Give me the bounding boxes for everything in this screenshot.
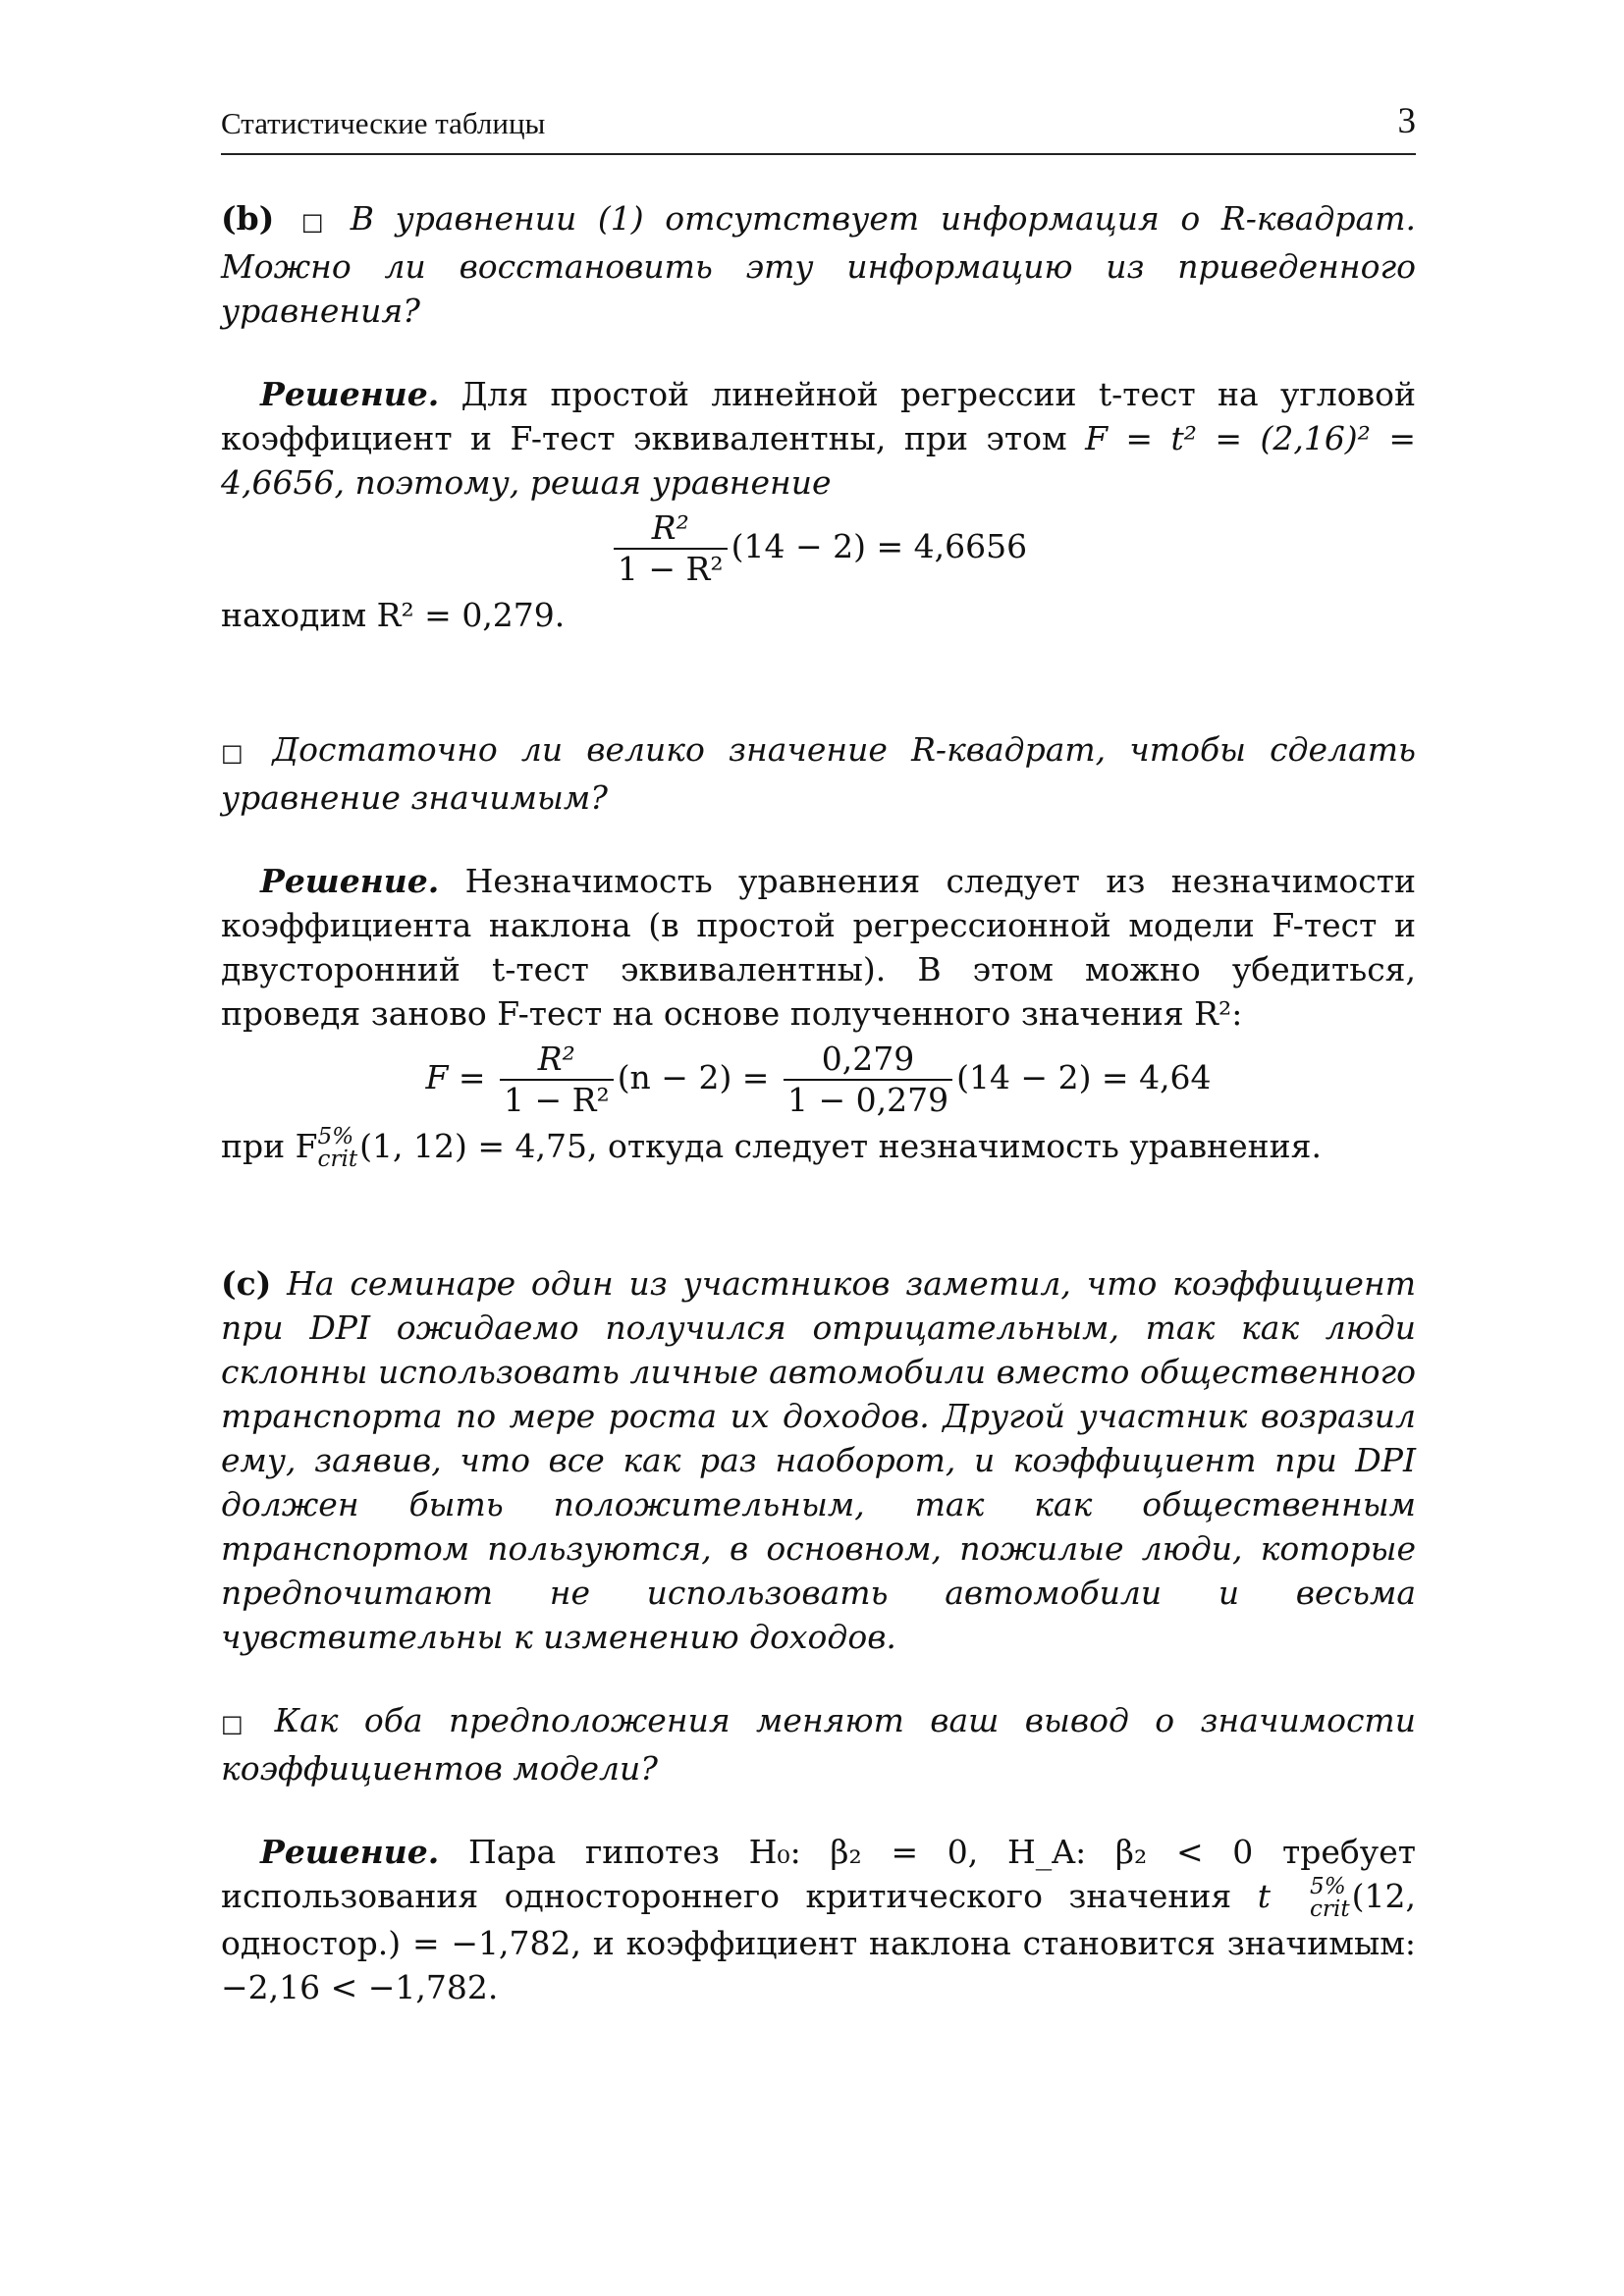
question-c2-text: Как оба предположения меняют ваш вывод о значимости коэффициентов модели? [221, 1701, 1416, 1789]
solution-b2-text: Незначимость уравнения следует из незначимости коэффициента наклона (в простой регрессионной модели F-тест и двусторонний t-тест эквивалентны). В этом можно убедиться, проведя заново F-тест на основе полученного значения R²: [221, 862, 1417, 1033]
result-r2: находим R² = 0,279. [221, 596, 566, 634]
solution-c-text: Пара гипотез H₀: β₂ = 0, H_A: β₂ < 0 требует использования одностороннего критического значения [221, 1833, 1416, 1916]
fraction-r2-general [500, 1040, 614, 1120]
page-content [221, 196, 1416, 2009]
question-c2 [221, 1698, 1416, 1790]
question-label-c: (c) [221, 1264, 272, 1304]
question-b-text: В уравнении (1) отсутствует информация о R-квадрат. Можно ли восстановить эту информацию из приведенного уравнения? [221, 199, 1416, 330]
solution-b-text: Для простой линейной регрессии t-тест на угловой коэффициент и F-тест эквивалентны, при этом [221, 375, 1416, 457]
question-label-b: (b) [221, 199, 275, 238]
crit-sup: 5% [317, 1123, 354, 1149]
question-b2-text: Достаточно ли велико значение R-квадрат, чтобы сделать уравнение значимым? [221, 730, 1416, 817]
equation-rest: (14 − 2) = 4,64 [956, 1058, 1212, 1096]
critical-value-f [221, 1124, 1416, 1171]
solution-label: Решение. [260, 375, 440, 413]
equation-f-test [221, 1040, 1416, 1120]
solution-label: Решение. [260, 862, 440, 900]
fraction-r2-value [784, 1040, 952, 1120]
question-c [221, 1261, 1416, 1659]
checkbox-icon: □ [221, 739, 257, 767]
fraction-r2 [614, 508, 728, 589]
crit-superscript-subscript [317, 1123, 358, 1172]
crit-rest: (12, одностор.) = −1,782, и коэффициент наклона становится значимым: −2,16 < −1,782. [221, 1877, 1416, 2007]
equation-mid: (n − 2) = [617, 1058, 770, 1096]
crit-sup: 5% [1310, 1874, 1346, 1899]
fraction-denominator: 1 − R² [500, 1079, 614, 1120]
crit-sub: crit [1310, 1896, 1350, 1923]
checkbox-icon: □ [221, 1710, 259, 1738]
question-b2 [221, 727, 1416, 820]
fraction-numerator: R² [651, 508, 689, 547]
fraction-denominator: 1 − 0,279 [784, 1079, 952, 1120]
solution-label: Решение. [260, 1833, 440, 1872]
page-number: 3 [1397, 101, 1416, 141]
solution-b2 [221, 859, 1416, 1036]
equation-lhs: F = [425, 1058, 486, 1096]
page-header [221, 98, 1416, 155]
fraction-numerator: R² [537, 1040, 575, 1078]
crit-superscript-subscript [1271, 1876, 1350, 1921]
fraction-numerator: 0,279 [821, 1040, 915, 1078]
crit-rest: (1, 12) = 4,75, откуда следует незначимость уравнения. [359, 1127, 1322, 1165]
solution-b [221, 372, 1416, 505]
crit-prefix: t [1257, 1877, 1271, 1916]
question-b [221, 196, 1416, 333]
fraction-denominator: 1 − R² [614, 548, 728, 589]
equation-rest: (14 − 2) = 4,6656 [731, 527, 1028, 565]
running-title: Статистические таблицы [221, 106, 546, 140]
crit-sub: crit [317, 1147, 358, 1172]
crit-prefix: при F [221, 1127, 318, 1165]
question-c-text: На семинаре один из участников заметил, что коэффициент при DPI ожидаемо получился отрицательным, так как люди склонны использовать личные автомобили вместо общественного транспорта по мере роста их доходов. Другой участник возразил ему, заявив, что все как раз наоборот, и коэффициент при DPI должен быть положительным, так как общественным транспортом пользуются, в основном, пожилые люди, которые предпочитают не использовать автомобили и весьма чувствительны к изменению доходов. [221, 1264, 1416, 1657]
equation-r2 [221, 508, 1416, 589]
checkbox-icon: □ [300, 208, 335, 236]
solution-b-eq: F = t² = (2,16)² = 4,6656, поэтому, решая уравнение [221, 419, 1416, 502]
solution-c [221, 1830, 1416, 2009]
